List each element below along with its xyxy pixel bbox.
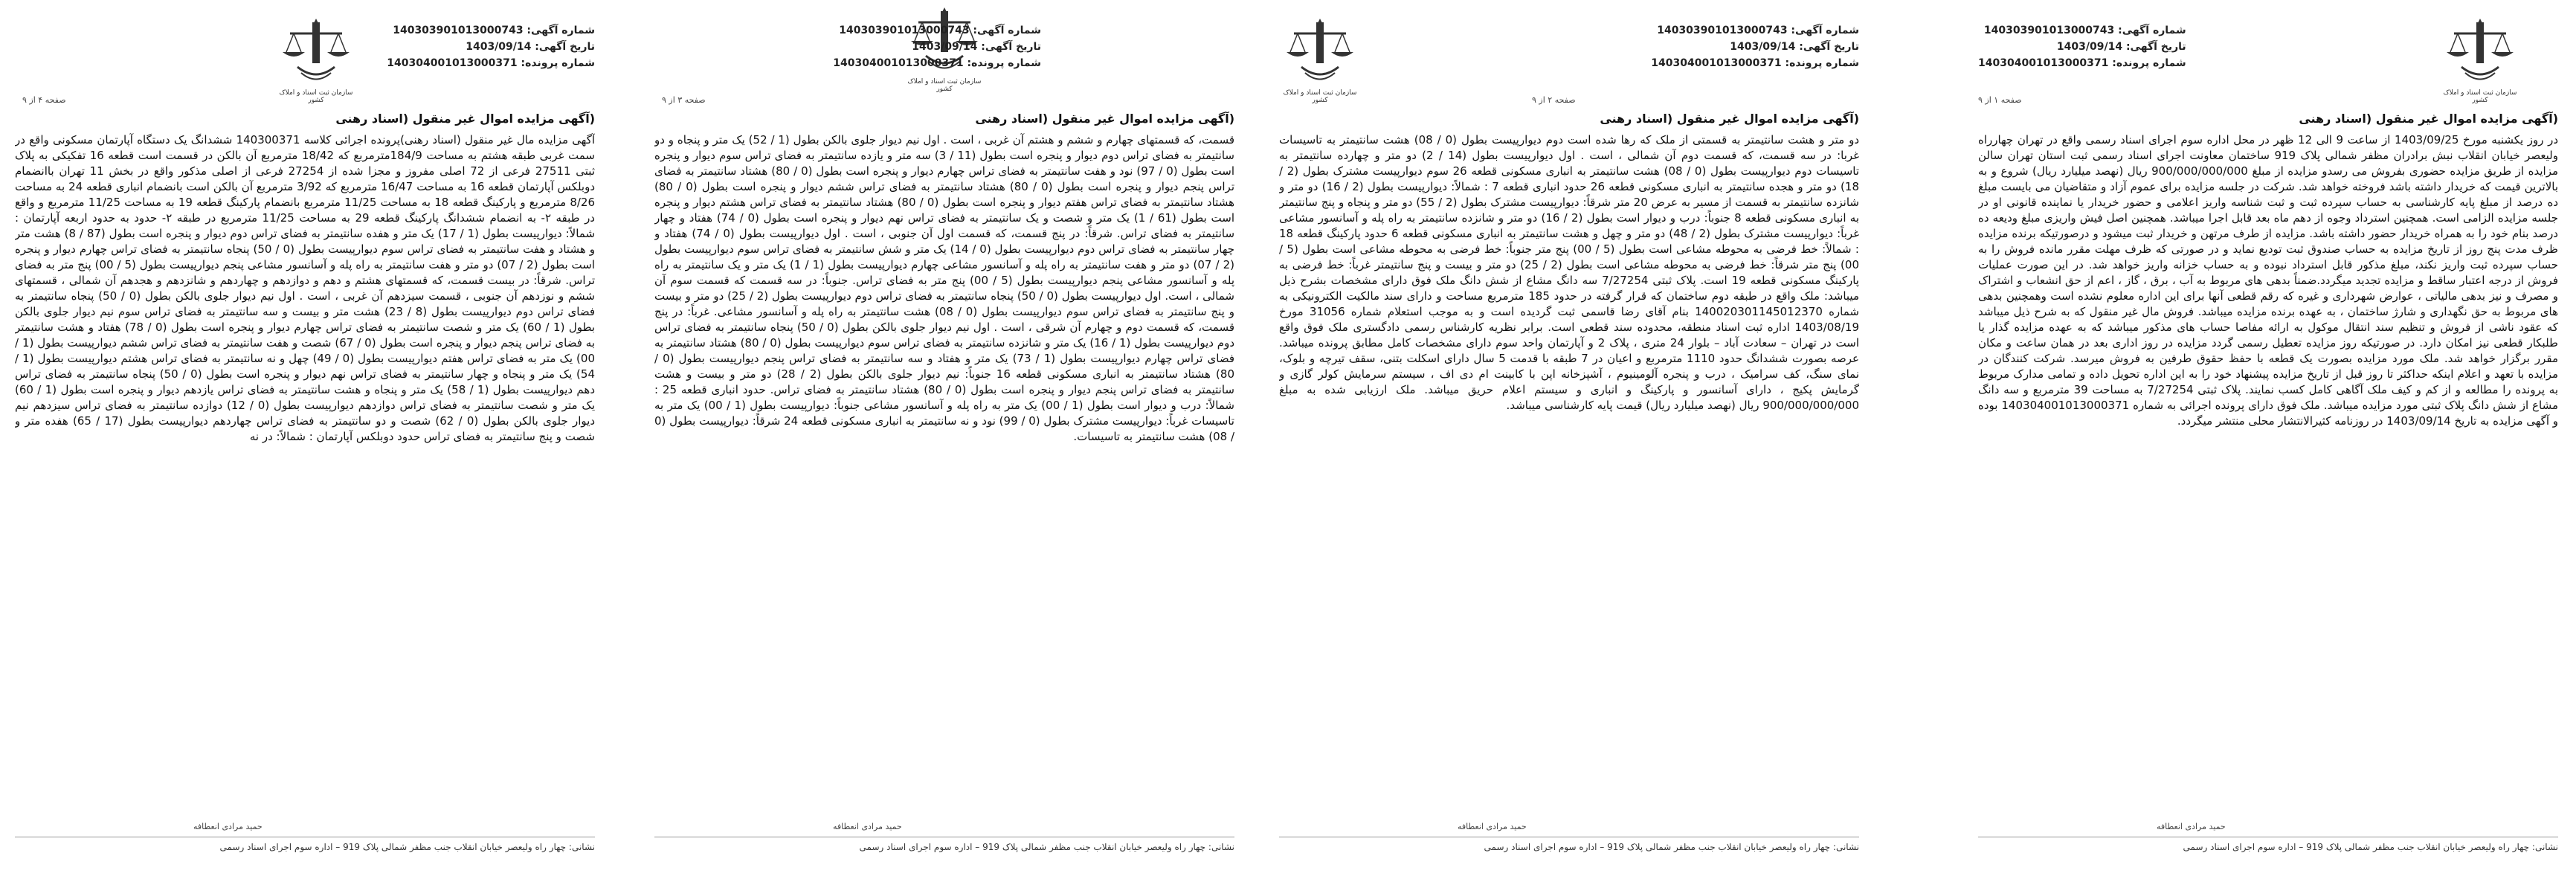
emblem — [2439, 15, 2521, 104]
ad-number: شماره آگهی: 140303901013000743 — [393, 25, 595, 36]
footer-address: نشانی: چهار راه ولیعصر خیابان انقلاب جنب مظفر شمالی پلاک 919 – اداره سوم اجرای اسناد رسمی — [859, 842, 1234, 852]
ad-meta — [1978, 22, 2186, 71]
ad-date: تاریخ آگهی: 1403/09/14 — [1730, 41, 1859, 53]
page-number: صفحه ۱ از ۹ — [1978, 95, 2022, 105]
signature-name: حمید مرادی انعطافه — [1458, 822, 1527, 831]
ad-number: شماره آگهی: 140303901013000743 — [1657, 25, 1859, 36]
ad-title: (آگهی مزایده اموال غیر منقول (اسناد رهنی — [1600, 112, 1859, 126]
emblem — [1279, 15, 1361, 104]
ad-body: قسمت، که قسمتهای چهارم و ششم و هشتم آن غربی ، است . اول نیم دیوار جلوی بالکن بطول (1 / 52) یک متر و پنجاه و دو سانتیمتر به فضای تراس دوم دیوار و پنجره است بطول (11 / 3) سه متر و یازده سانتیمتر به فضای تراس سوم دیوار و پنجره است بطول (0 / 97) نود و هفت سانتیمتر به فضای تراس چهارم دیوار و پنجره است بطول (0 / 80) هشتاد سانتیمتر به فضای تراس پنجم دیوار و پنجره است بطول (0 / 80) هشتاد سانتیمتر به فضای تراس ششم دیوار و پنجره است بطول (0 / 80) هشتاد سانتیمتر به فضای تراس هفتم دیوار و پنجره است بطول (0 / 80) هشتاد سانتیمتر به فضای تراس هشتم دیوار و پنجره است بطول (61 / 1) یک متر و شصت و یک سانتیمتر به فضای تراس نهم دیوار و پنجره است بطول (0 / 74) هفتاد و چهار سانتیمتر به فضای تراس. شرقاً: در پنج قسمت، که قسمت اول آن جنوبی ، است . اول دیوارپیست بطول (0 / 74) هفتاد و چهار سانتیمتر به فضای تراس دوم دیوارپیست بطول (0 / 14) یک متر و شش سانتیمتر به فضای تراس سوم دیوارپیست بطول (2 / 07) دو متر و هفت سانتیمتر به راه پله و آسانسور مشاعی چهارم دیوارپیست بطول (1 / 1) یک متر و یک سانتیمتر به راه پله و آسانسور مشاعی پنجم دیوارپیست بطول (5 / 00) پنج متر به فضای تراس. جنوباً: در سه قسمت که قسمت سوم آن شمالی ، است. اول دیوارپیست بطول (0 / 50) پنجاه سانتیمتر به فضای تراس دوم دیوارپیست بطول (2 / 25) دو متر و بیست و پنج سانتیمتر به فضای تراس سوم دیوارپیست بطول (0 / 08) هشت سانتیمتر به راه پله و آسانسور مشاعی. غرباً: در پنج قسمت، که قسمت دوم و چهارم آن شرقی ، است . اول نیم دیوار جلوی بالکن بطول (0 / 50) پنجاه سانتیمتر به فضای تراس دوم دیوارپیست بطول (1 / 16) یک متر و شانزده سانتیمتر به فضای تراس سوم دیوارپیست بطول (0 / 80) هشتاد سانتیمتر به فضای تراس چهارم دیوارپیست بطول (1 / 73) یک متر و هفتاد و سه سانتیمتر به فضای تراس پنجم دیوارپیست بطول (0 / 80) هشتاد سانتیمتر به انباری مسکونی قطعه 16 جنوباً: نیم دیوار جلوی بالکن بطول (2 / 28) دو متر و بیست و هشت سانتیمتر به فضای تراس پنجم دیوار و پنجره است بطول (0 / 80) هشتاد سانتیمتر به فضای تراس. حدود انباری قطعه 25 : شمالاً: درب و دیوار است بطول (1 / 00) یک متر به راه پله و آسانسور مشاعی جنوباً: دیوارپیست بطول (1 / 00) یک متر به تاسیسات غرباً: دیوارپیست مشترک بطول (0 / 99) نود و نه سانتیمتر به انباری مسکونی قطعه 24 شرقاً: دیوارپیست بطول (0 / 08) هشت سانتیمتر به تاسیسات. — [654, 133, 1234, 443]
org-name: سازمان ثبت اسناد و املاک کشور — [2443, 89, 2517, 104]
footer-address: نشانی: چهار راه ولیعصر خیابان انقلاب جنب مظفر شمالی پلاک 919 – اداره سوم اجرای اسناد رسمی — [2183, 842, 2558, 852]
footer-address: نشانی: چهار راه ولیعصر خیابان انقلاب جنب مظفر شمالی پلاک 919 – اداره سوم اجرای اسناد رسمی — [219, 842, 595, 852]
org-name: سازمان ثبت اسناد و املاک کشور — [279, 89, 353, 104]
ad-meta — [1651, 22, 1859, 71]
org-name: سازمان ثبت اسناد و املاک کشور — [1283, 89, 1357, 104]
file-number: شماره پرونده: 140304001013000371 — [1978, 57, 2186, 69]
ad-page-4 — [0, 0, 610, 870]
page-number: صفحه ۴ از ۹ — [22, 95, 66, 105]
judiciary-emblem-icon — [275, 15, 357, 89]
file-number: شماره پرونده: 140304001013000371 — [387, 57, 595, 69]
ad-page-3 — [640, 0, 1249, 870]
signature-name: حمید مرادی انعطافه — [193, 822, 263, 831]
file-number: شماره پرونده: 140304001013000371 — [833, 57, 1041, 69]
page-number: صفحه ۳ از ۹ — [662, 95, 706, 105]
ad-number: شماره آگهی: 140303901013000743 — [839, 25, 1041, 36]
ad-title: (آگهی مزایده اموال غیر منقول (اسناد رهنی — [975, 112, 1234, 126]
ad-page-2 — [1264, 0, 1874, 870]
org-name: سازمان ثبت اسناد و املاک کشور — [907, 78, 982, 93]
ad-body: دو متر و هشت سانتیمتر به قسمتی از ملک که رها شده است دوم دیوارپیست بطول (0 / 08) هشت سانتیمتر به تاسیسات غربا: در سه قسمت، که قسمت دوم آن شمالی ، است . اول دیوارپیست بطول (14 / 2) دو متر و چهارده سانتیمتر به تاسیسات دوم دیوارپیست بطول (0 / 08) هشت سانتیمتر به انباری مسکونی قطعه 26 سوم دیوارپیست مشترک بطول (2 / 18) دو متر و هجده سانتیمتر به انباری مسکونی قطعه 26 حدود انباری قطعه 7 : شمالاً: دیوارپیست بطول (2 / 16) دو متر و شانزده سانتیمتر به قسمت از مسیر به عرض 20 متر شرقاً: دیوارپیست مشترک بطول (2 / 55) دو متر و پنجاه و پنج سانتیمتر به انباری مسکونی قطعه 8 جنوباً: درب و دیوار است بطول (2 / 16) دو متر و شانزده سانتیمتر به راه پله و آسانسور مشاعی غرباً: دیوارپیست مشترک بطول (2 / 48) دو متر و چهل و هشت سانتیمتر به انباری مسکونی قطعه 6 حدود پارکینگ قطعه 18 : شمالاً: خط فرضی به محوطه مشاعی است بطول (5 / 00) پنج متر جنوباً: خط فرضی به محوطه مشاعی است بطول (5 / 00) پنج متر شرقاً: خط فرضی به محوطه مشاعی است بطول (2 / 25) دو متر و بیست و پنج سانتیمتر غرباً: خط فرضی به پارکینگ مسکونی قطعه 19 است. پلاک ثبتی 7/27254 سه دانگ مشاع از شش دانگ ملک فوق دارای مشخصات بشرح ذیل میباشد: ملک واقع در طبقه دوم ساختمان که قرار گرفته در حدود 185 مترمربع مساحت و دارای سند مالکیت الکترونیکی به شماره 140020301145012370 بنام آقای رضا قاسمی ثبت گردیده است و به موجب استعلام شماره 31056 مورخ 1403/08/19 اداره ثبت اسناد منطقه، محدوده سند قطعی است. برابر نظریه کارشناس رسمی دادگستری ملک فوق واقع است در تهران – سعادت آباد – بلوار 24 متری ، پلاک 2 و آپارتمان واحد سوم دارای مشخصات کامل مطابق پرونده میباشد. عرصه بصورت ششدانگ حدود 1110 مترمربع و اعیان در 7 طبقه با قدمت 5 سال دارای اسکلت بتنی، سقف تیرچه و بلوک، نمای سنگ، کف سرامیک ، درب و پنجره آلومینیوم ، آشپزخانه اپن با کابینت ام دی اف ، سیستم سرمایش کولر گازی و گرمایش پکیج ، دارای آسانسور و پارکینگ و انباری و سیستم اعلام حریق میباشد. ملک ارزیابی شده به مبلغ 900/000/000/000 ریال (نهصد میلیارد ریال) قیمت پایه کارشناسی میباشد. — [1279, 133, 1859, 412]
ad-page-1 — [1963, 0, 2573, 870]
page-number: صفحه ۲ از ۹ — [1532, 95, 1576, 105]
ad-date: تاریخ آگهی: 1403/09/14 — [912, 41, 1041, 53]
ad-meta — [833, 22, 1041, 71]
judiciary-emblem-icon — [2439, 15, 2521, 89]
footer-address: نشانی: چهار راه ولیعصر خیابان انقلاب جنب مظفر شمالی پلاک 919 – اداره سوم اجرای اسناد رسمی — [1484, 842, 1859, 852]
ad-date: تاریخ آگهی: 1403/09/14 — [2056, 41, 2186, 53]
judiciary-emblem-icon — [1279, 15, 1361, 89]
ad-meta — [387, 22, 595, 71]
signature-name: حمید مرادی انعطافه — [833, 822, 902, 831]
emblem — [275, 15, 357, 104]
ad-title: (آگهی مزایده اموال غیر منقول (اسناد رهنی — [2299, 112, 2558, 126]
ad-body: در روز یکشنبه مورخ 1403/09/25 از ساعت 9 الی 12 ظهر در محل اداره سوم اجرای اسناد رسمی واقع در تهران چهارراه ولیعصر خیابان انقلاب نبش برادران مظفر شمالی پلاک 919 ساختمان معاونت اجرای اسناد رسمی ثبت استان تهران سالن مزایده از طریق مزایده حضوری بفروش می رسدو مزایده از مبلغ 900/000/000/000 ریال (نهصد میلیارد ریال) شروع و به بالاترین قیمت که خریدار داشته باشد فروخته خواهد شد. شرکت در جلسه مزایده برای عموم آزاد و متقاضیان می بایست مبلغ ده درصد از مبلغ پایه کارشناسی به حساب سپرده ثبت و ثبت شناسه واریز اعلامی و حضور خریدار یا نماینده قانونی او در جلسه مزایده الزامی است. همچنین استرداد وجوه از دهم ماه بعد قابل اجرا میباشد. همچنین اصل فیش واریزی مبلغ ودیعه ده درصد بنام خود را به همراه خریدار حضور داشته باشد. مزایده از طرف مرتهن و خریدار ثبت میشود و درصورتیکه برنده مزایده ظرف مدت پنج روز از تاریخ مزایده به حساب صندوق ثبت تودیع نماید و در صورتی که ظرف مهلت مقرر مانده فروش را به حساب سپرده ثبت واریز نکند، مبلغ مذکور قابل استرداد نبوده و به حساب خزانه واریز خواهد شد. در این صورت عملیات فروش از درجه اعتبار ساقط و مزایده تجدید میگردد.ضمناً بدهی های مربوط به آب ، برق ، گاز ، اعم از حق انشعاب و اشتراک و مصرف و نیز بدهی مالیاتی ، عوارض شهرداری و غیره که رقم قطعی آنها برای این اداره معلوم نشده است وهمچنین بدهی های مربوط به حق نگهداری و شارژ ساختمان ، به عهده برنده مزایده میباشد. فروش مال غیر منقول که به شرح ذیل میباشد که عقود ناشی از فروش و تنظیم سند انتقال موکول به ارائه مفاصا حساب های مذکور میباشد که به عهده مزایده گذار یا طلبکار قطعی نیز امکان دارد. در صورتیکه روز مزایده تعطیل رسمی گردد مزایده در روز اداری بعد در همان ساعت و مکان مقرر برگزار خواهد شد. ملک مورد مزایده بصورت یک قطعه با حفظ حقوق طرفین به فروش میرسد. شرکت کنندگان در مزایده با تعهد و اعلام اینکه حداکثر تا روز قبل از تاریخ مزایده پیشنهاد خود را به این اداره تحویل داده و تمامی مدارک مربوط به پرونده را مطالعه و از کم و کیف ملک آگاهی کامل کسب نمایند. پلاک ثبتی 7/27254 به مساحت 39 مترمربع و سه دانگ مشاع از شش دانگ پلاک ثبتی مورد مزایده میباشد. ملک فوق دارای پرونده اجرائی به شماره 140304001013000371 بوده و آگهی مزایده به تاریخ 1403/09/14 در روزنامه کثیرالانتشار محلی منتشر میگردد. — [1978, 133, 2558, 428]
ad-date: تاریخ آگهی: 1403/09/14 — [466, 41, 595, 53]
signature-name: حمید مرادی انعطافه — [2157, 822, 2226, 831]
file-number: شماره پرونده: 140304001013000371 — [1651, 57, 1859, 69]
ad-title: (آگهی مزایده اموال غیر منقول (اسناد رهنی — [335, 112, 595, 126]
ad-body: آگهی مزایده مال غیر منقول (اسناد رهنی)پرونده اجرائی کلاسه 140300371 ششدانگ یک دستگاه آپارتمان مسکونی واقع در سمت غربی طبقه هشتم به مساحت 184/9مترمربع که 18/42 مترمربع آن بالکن در قسمت است قطعه 16 تفکیکی به پلاک ثبتی 27511 فرعی از 72 اصلی مفروز و مجزا شده از 27254 فرعی از اصلی مذکور واقع در بخش 11 تهران باانضمام دوبلکس آپارتمان قطعه 16 به مساحت 16/47 مترمربع که 3/92 مترمربع آن بالکن است بانضمام انباری قطعه 24 به مساحت 8/26 مترمربع و پارکینگ قطعه 18 به مساحت 11/25 مترمربع بانضمام پارکینگ قطعه 19 به مساحت 11/25 مترمربع و واقع در طبقه ۲- به انضمام ششدانگ پارکینگ قطعه 29 به مساحت 11/25 مترمربع در طبقه ۲- حدود به حدود اربعه آپارتمان : شمالاً: دیوارپیست بطول (1 / 17) یک متر و هفده سانتیمتر به فضای تراس دوم دیوار و پنجره است بطول (87 / 8) هشت متر و هشتاد و هفت سانتیمتر به فضای تراس سوم دیوارپیست بطول (0 / 50) پنجاه سانتیمتر به فضای تراس چهارم دیوار و پنجره است بطول (2 / 07) دو متر و هفت سانتیمتر به راه پله و آسانسور مشاعی پنجم دیوارپیست بطول (5 / 00) پنج متر به فضای تراس. شرقاً: در بیست قسمت، که قسمتهای هشتم و دهم و دوازدهم و چهاردهم و شانزدهم و هجدهم آن شمالی ، قسمتهای ششم و نوزدهم آن جنوبی ، قسمت سیزدهم آن غربی ، است . اول نیم دیوار جلوی بالکن بطول (0 / 50) پنجاه سانتیمتر به فضای تراس دوم دیوارپیست بطول (8 / 23) هشت متر و بیست و سه سانتیمتر به فضای تراس سوم نیم دیوار جلوی بالکن بطول (1 / 60) یک متر و شصت سانتیمتر به فضای تراس چهارم دیوار و پنجره است بطول (0 / 78) هفتاد و هشت سانتیمتر به فضای تراس پنجم دیوار و پنجره است بطول (0 / 67) شصت و هفت سانتیمتر به فضای تراس ششم دیوارپیست بطول (1 / 00) یک متر به فضای تراس هفتم دیوارپیست بطول (0 / 49) چهل و نه سانتیمتر به فضای تراس هشتم دیوارپیست بطول (1 / 54) یک متر و پنجاه و چهار سانتیمتر به فضای تراس نهم دیوار و پنجره است بطول (0 / 50) پنجاه سانتیمتر به فضای تراس دهم دیوارپیست بطول (1 / 58) یک متر و پنجاه و هشت سانتیمتر به فضای تراس یازدهم دیوار و پنجره است بطول (1 / 60) یک متر و شصت سانتیمتر به فضای تراس دوازدهم دیوارپیست بطول (0 / 12) دوازده سانتیمتر به فضای تراس سیزدهم نیم دیوار جلوی بالکن بطول (0 / 62) شصت و دو سانتیمتر به فضای تراس چهاردهم دیوارپیست بطول (17 / 65) هفده متر و شصت و پنج سانتیمتر به فضای تراس حدود دوبلکس آپارتمان : شمالاً: در نه — [15, 133, 595, 443]
ad-number: شماره آگهی: 140303901013000743 — [1983, 25, 2186, 36]
